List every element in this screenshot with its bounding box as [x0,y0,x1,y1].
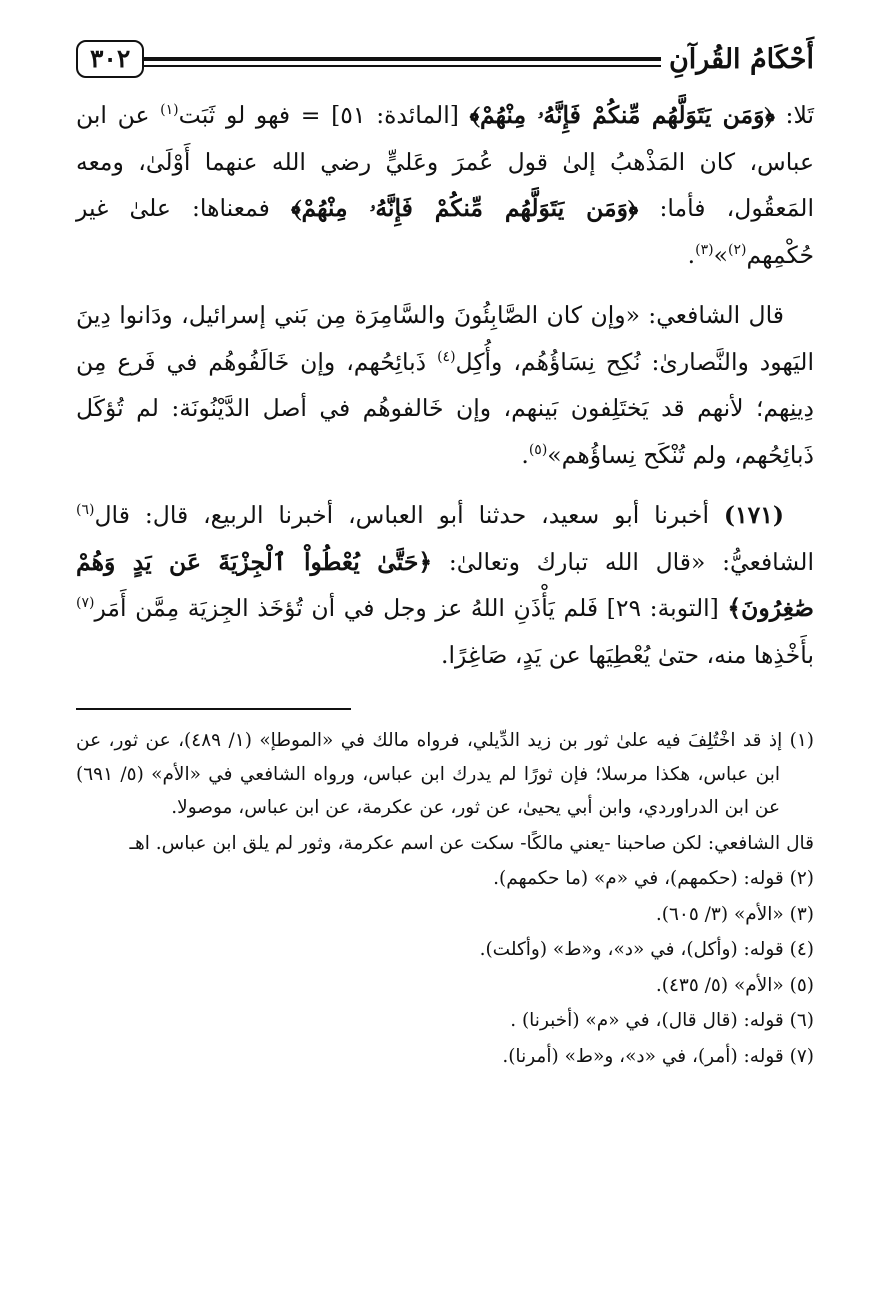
footnote-number: (٢) [789,868,814,889]
book-title: أَحْكَامُ القُرآنِ [668,43,814,75]
footnote-text: «الأم» (٣/ ٦٠٥). [655,903,784,925]
footnote-item [76,933,814,967]
footnote-item [76,724,814,825]
footnote-item [76,827,814,861]
text-segment: فمعناها: علىٰ غير حُكْمِهم [76,194,814,269]
text-segment: » [713,240,728,269]
footnote-number: (٣) [789,903,814,925]
text-segment: [التوبة: ٢٩] فَلم يَأْذَنِ اللهُ عز وجل في أن تُؤخَذ الجِزيَة مِمَّن أَمَر [94,594,728,622]
footnote-text: قوله: (قال قال)، في «م» (أخبرنا) . [510,1010,784,1031]
footnote-text: قوله: (حكمهم)، في «م» (ما حكمهم). [493,868,784,889]
footnote-reference: (٣) [695,241,714,258]
footnote-item [76,1040,814,1074]
text-segment: أخبرنا أبو سعيد، حدثنا أبو العباس، أخبرنا الربيع، قال: قال [94,501,724,529]
main-text [76,92,814,678]
footnote-divider [76,708,351,710]
footnote-item [76,969,814,1003]
footnote-text: قوله: (أمر)، في «د»، و«ط» (أمرنا). [502,1045,784,1067]
footnote-item [76,898,814,932]
paragraph-p1 [76,92,814,278]
footnotes-section [76,724,814,1073]
text-segment: عن ابن عباس، كان المَذْهبُ إلىٰ قول عُمرَ وعَليٍّ رضي الله عنهما أَوْلَىٰ، ومعه المَعقُول، فأما: [76,101,814,222]
footnote-reference: (٧) [76,595,95,612]
text-segment: ذَبائِحُهم، وإن خَالَفُوهُم في فَرع مِن دِينِهم؛ لأنهم قد يَختَلِفون بَينهم، وإن خَالفوهُم في أصل الدَّيْنُونَة: لم تُؤكَل ذَبائِحُهم، ولم تُنْكَح نِساؤُهم» [76,347,814,469]
text-segment: قال الشافعي: «وإن كان الصَّابِئُونَ والسَّامِرَة مِن بَني إسرائيل، ودَانوا دِينَ اليَهود والنَّصارىٰ: نُكِح نِسَاؤُهُم، وأُكِل [76,301,814,376]
header-rule-thick [144,57,661,61]
paragraph-p3 [76,492,814,678]
text-segment: بأَخْذِها منه، حتىٰ يُعْطِيَها عن يَدٍ، صَاغِرًا. [441,640,814,669]
footnote-number: (٤) [789,939,814,960]
footnote-number: (٧) [789,1045,814,1067]
text-segment: (١٧١) [723,501,784,529]
text-segment: . [687,240,696,269]
footnote-text: قال الشافعي: لكن صاحبنا -يعني مالكًا- سكت عن اسم عكرمة، وثور لم يلق ابن عباس. اهـ [129,832,814,854]
paragraph-p2 [76,292,814,478]
text-segment: [المائدة: ٥١] = فهو لو ثَبَت [178,101,470,129]
footnote-divider-row [76,678,814,724]
quran-verse: ﴿وَمَن يَتَوَلَّهُم مِّنكُمْ فَإِنَّهُۥ مِنْهُمْ﴾ [291,194,639,222]
text-segment: الشافعيُّ: «قال الله تبارك وتعالىٰ: [432,547,814,576]
footnote-number: (٥) [789,974,814,996]
footnote-number: (٦) [789,1010,814,1031]
footnote-reference: (١) [160,102,179,119]
footnote-reference: (٤) [437,348,456,365]
header-rule-thin [144,65,661,67]
footnote-reference: (٦) [76,502,95,519]
text-segment: تَلا: [774,101,815,129]
footnote-text: إذ قد اخْتُلِفَ فيه علىٰ ثور بن زيد الدِّيلي، فرواه مالك في «الموطإ» (١/ ٤٨٩)، عن ثور، عن ابن عباس، هكذا مرسلا؛ فإن ثورًا لم يدرك ابن عباس، ورواه الشافعي في «الأم» (٥/ ٦٩١) عن ابن الدراوردي، وابن أبي يحيىٰ، عن ثور، عن عكرمة، عن ابن عباس، موصولا. [76,730,783,818]
footnote-text: «الأم» (٥/ ٤٣٥). [655,974,784,996]
footnote-reference: (٢) [727,241,747,258]
header-rule [144,57,661,67]
text-segment: . [521,440,529,469]
page-number: ٣٠٢ [76,40,144,78]
quran-verse: ﴿حَتَّىٰ يُعْطُواْ ٱلْجِزْيَةَ عَن يَدٍ وَهُمْ صَٰغِرُونَ﴾ [76,547,814,622]
footnote-number: (١) [789,730,815,751]
footnote-reference: (٥) [528,441,548,458]
footnote-text: قوله: (وأكل)، في «د»، و«ط» (وأكلت). [479,939,784,960]
quran-verse: ﴿وَمَن يَتَوَلَّهُم مِّنكُمْ فَإِنَّهُۥ مِنْهُمْ﴾ [469,101,775,129]
page-header [76,30,814,88]
footnote-item [76,862,814,896]
footnote-item [76,1004,814,1038]
